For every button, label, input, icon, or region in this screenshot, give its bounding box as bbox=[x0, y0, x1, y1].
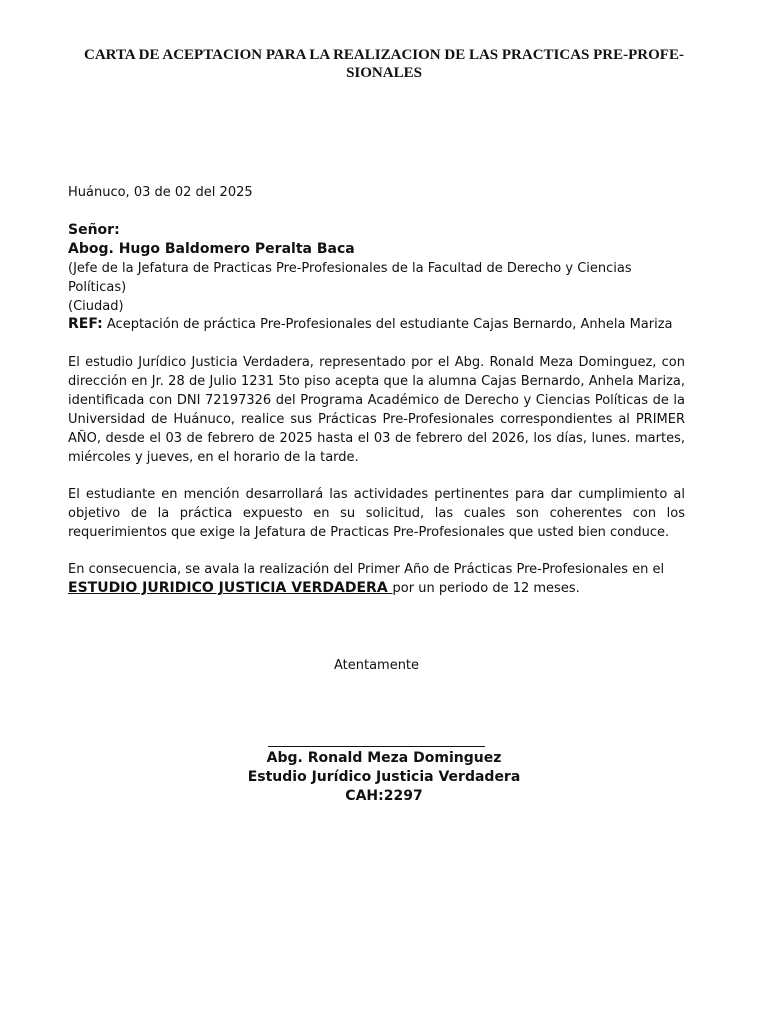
firm-highlight: ESTUDIO JURIDICO JUSTICIA VERDADERA bbox=[68, 580, 393, 596]
document-title-line-1: CARTA DE ACEPTACION PARA LA REALIZACION DE LAS PRACTICAS PRE-PROFE- bbox=[84, 47, 684, 63]
reference-label: REF: bbox=[68, 316, 103, 332]
closing: Atentamente bbox=[333, 658, 420, 673]
consequence-text-end: por un periodo de 12 meses. bbox=[392, 581, 580, 596]
recipient-position: (Jefe de la Jefatura de Practicas Pre-Profesionales de la Facultad de Derecho y Ciencias Políticas) bbox=[68, 261, 632, 295]
paragraph-consequence bbox=[68, 560, 685, 598]
recipient-block bbox=[68, 221, 685, 316]
signatory-cah: CAH:2297 bbox=[345, 788, 423, 804]
recipient-name: Abog. Hugo Baldomero Peralta Baca bbox=[68, 241, 355, 257]
salutation: Señor: bbox=[68, 222, 120, 238]
paragraph-activities: El estudiante en mención desarrollará las actividades pertinentes para dar cumplimiento al objetivo de la práctica expuesto en su solicitud, las cuales son coherentes con los requerimientos que exige la Jefatura de Practicas Pre-Profesionales que usted bien conduce. bbox=[68, 487, 685, 540]
paragraph-acceptance: El estudio Jurídico Justicia Verdadera, representado por el Abg. Ronald Meza Dominguez, con dirección en Jr. 28 de Julio 1231 5to piso acepta que la alumna Cajas Bernardo, Anhela Mariza, identificada con DNI 72197326 del Programa Académico de Derecho y Ciencias Políticas de la Universidad de Huánuco, realice sus Prácticas Pre-Profesionales correspondientes al PRIMER AÑO, desde el 03 de febrero de 2025 hasta el 03 de febrero del 2026, los días, lunes. martes, miércoles y jueves, en el horario de la tarde. bbox=[68, 355, 685, 465]
signature-line bbox=[268, 746, 485, 747]
document-title-line-2: SIONALES bbox=[346, 65, 422, 81]
consequence-text-start: En consecuencia, se avala la realización del Primer Año de Prácticas Pre-Profesionales en el bbox=[68, 562, 665, 577]
signature-block bbox=[200, 749, 568, 806]
document-title bbox=[60, 46, 708, 82]
recipient-city: (Ciudad) bbox=[68, 299, 124, 314]
date-line: Huánuco, 03 de 02 del 2025 bbox=[68, 185, 253, 200]
reference-text: Aceptación de práctica Pre-Profesionales del estudiante Cajas Bernardo, Anhela Mariza bbox=[106, 317, 673, 332]
reference-line bbox=[68, 315, 685, 334]
signatory-firm: Estudio Jurídico Justicia Verdadera bbox=[247, 769, 521, 785]
signatory-name: Abg. Ronald Meza Dominguez bbox=[266, 750, 502, 766]
